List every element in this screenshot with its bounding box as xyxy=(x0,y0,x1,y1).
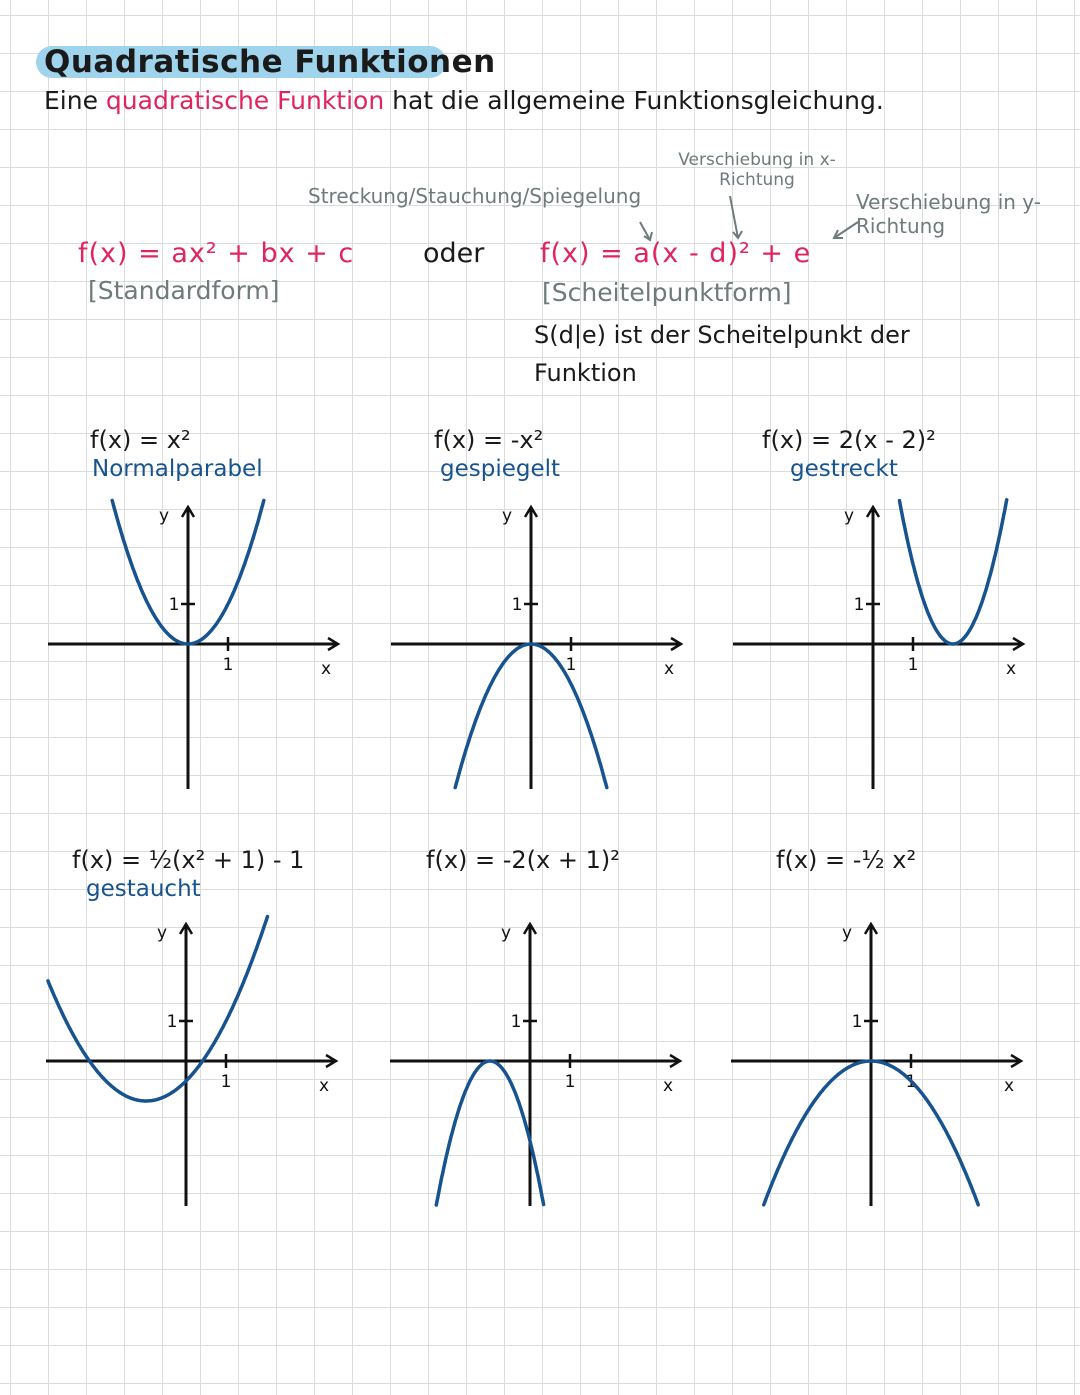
x-tick-label: 1 xyxy=(907,655,919,675)
y-axis-label: y xyxy=(156,923,168,943)
x-axis-label: x xyxy=(1003,1076,1015,1096)
graph-1 xyxy=(48,500,338,789)
graph-2 xyxy=(391,506,681,789)
annotation-e: Verschiebung in y- Richtung xyxy=(856,190,1041,238)
graph-4 xyxy=(46,917,336,1207)
graph-6 xyxy=(731,923,1021,1206)
standard-formula: f(x) = ax² + bx + c xyxy=(78,238,355,269)
vertex-explanation: S(d|e) ist der Scheitelpunkt der Funktion xyxy=(534,321,910,387)
intro-prefix: Eine xyxy=(44,86,98,115)
x-axis-label: x xyxy=(318,1076,330,1096)
graph-4-label: gestaucht xyxy=(86,876,201,902)
y-axis-label: y xyxy=(841,923,853,943)
parabola-curve xyxy=(900,500,1007,644)
y-axis-label: y xyxy=(158,506,170,526)
graph-2-formula: f(x) = -x² xyxy=(434,426,544,454)
y-tick-label: 1 xyxy=(511,595,523,615)
x-tick-label: 1 xyxy=(222,655,234,675)
x-axis-label: x xyxy=(320,659,332,679)
graph-3-formula: f(x) = 2(x - 2)² xyxy=(762,426,936,454)
y-tick-label: 1 xyxy=(510,1012,522,1032)
graph-5-formula: f(x) = -2(x + 1)² xyxy=(426,846,620,874)
x-tick-label: 1 xyxy=(565,655,577,675)
standard-label: [Standardform] xyxy=(88,276,280,305)
x-axis-label: x xyxy=(662,1076,674,1096)
vertex-formula: f(x) = a(x - d)² + e xyxy=(540,238,812,269)
graph-3 xyxy=(733,500,1023,789)
x-axis-label: x xyxy=(1005,659,1017,679)
graph-5 xyxy=(390,923,680,1206)
annotation-a: Streckung/Stauchung/Spiegelung xyxy=(308,184,642,208)
vertex-label: [Scheitelpunktform] xyxy=(542,278,792,307)
graphs-layer xyxy=(46,500,1023,1206)
parabola-curve xyxy=(436,1061,543,1205)
y-tick-label: 1 xyxy=(853,595,865,615)
x-axis-label: x xyxy=(663,659,675,679)
graph-1-formula: f(x) = x² xyxy=(90,426,191,454)
y-axis-label: y xyxy=(501,506,513,526)
or-text: oder xyxy=(423,238,485,269)
graph-6-formula: f(x) = -½ x² xyxy=(776,846,917,874)
page-title: Quadratische Funktionen xyxy=(44,44,496,80)
x-tick-label: 1 xyxy=(564,1072,576,1092)
parabola-curve xyxy=(48,917,268,1102)
x-tick-label: 1 xyxy=(905,1072,917,1092)
y-tick-label: 1 xyxy=(168,595,180,615)
graph-2-label: gespiegelt xyxy=(440,456,561,482)
graph-4-formula: f(x) = ½(x² + 1) - 1 xyxy=(72,846,305,874)
y-axis-label: y xyxy=(843,506,855,526)
intro-suffix: hat die allgemeine Funktionsgleichung. xyxy=(392,86,884,115)
y-tick-label: 1 xyxy=(851,1012,863,1032)
intro-highlight: quadratische Funktion xyxy=(105,86,385,115)
graph-3-label: gestreckt xyxy=(790,456,898,482)
annotation-arrows xyxy=(640,196,858,240)
y-axis-label: y xyxy=(500,923,512,943)
y-tick-label: 1 xyxy=(166,1012,178,1032)
graph-1-label: Normalparabel xyxy=(92,456,263,482)
x-tick-label: 1 xyxy=(220,1072,232,1092)
annotation-d: Verschiebung in x- Richtung xyxy=(678,150,836,190)
